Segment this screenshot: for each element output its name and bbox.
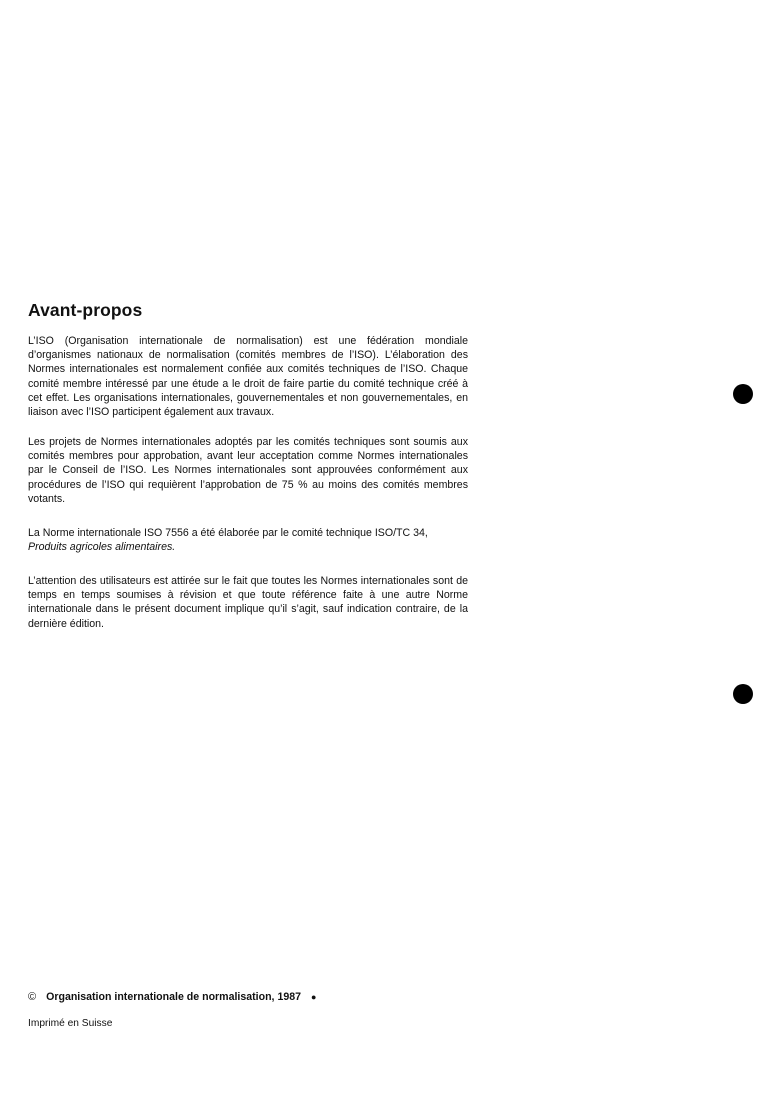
paragraph-iso-intro: L’ISO (Organisation internationale de normalisation) est une fédération mondiale d’organismes nationaux de normalisation (comités membres de l’ISO). L’élaboration des Normes internationales est normalement confiée aux comités techniques de l’ISO. Chaque comité membre intéressé par une étude a le droit de faire partie du comité technique créé à cet effet. Les organisations internationales, gouvernementales et non gouvernementales, en liaison avec l’ISO participent également aux travaux. <box>28 335 468 419</box>
copyright-line <box>28 991 316 1003</box>
punch-hole-mark-bottom <box>733 684 753 704</box>
printed-in-note: Imprimé en Suisse <box>28 1018 113 1029</box>
punch-hole-mark-top <box>733 384 753 404</box>
page-heading: Avant-propos <box>28 300 143 320</box>
committee-text: La Norme internationale ISO 7556 a été élaborée par le comité technique ISO/TC 34, <box>28 527 428 539</box>
copyright-icon: © <box>28 991 37 1003</box>
paragraph-approval: Les projets de Normes internationales adoptés par les comités techniques sont soumis aux comités membres pour approbation, avant leur acceptation comme Normes internationales par le Conseil de l’ISO. Les Normes internationales sont approuvées conformément aux procédures de l’ISO qui requièrent l’approbation de 75 % au moins des comités membres votants. <box>28 436 468 505</box>
paragraph-committee <box>28 526 468 554</box>
paragraph-revision-notice: L’attention des utilisateurs est attirée sur le fait que toutes les Normes internationales sont de temps en temps soumises à révision et que toute référence faite à une autre Norme internationale dans le présent document implique qu’il s’agit, sauf indication contraire, de la dernière édition. <box>28 575 468 630</box>
bullet-icon: ● <box>311 992 317 1002</box>
copyright-text: Organisation internationale de normalisation, 1987 <box>46 991 302 1003</box>
committee-name: Produits agricoles alimentaires. <box>28 541 176 554</box>
